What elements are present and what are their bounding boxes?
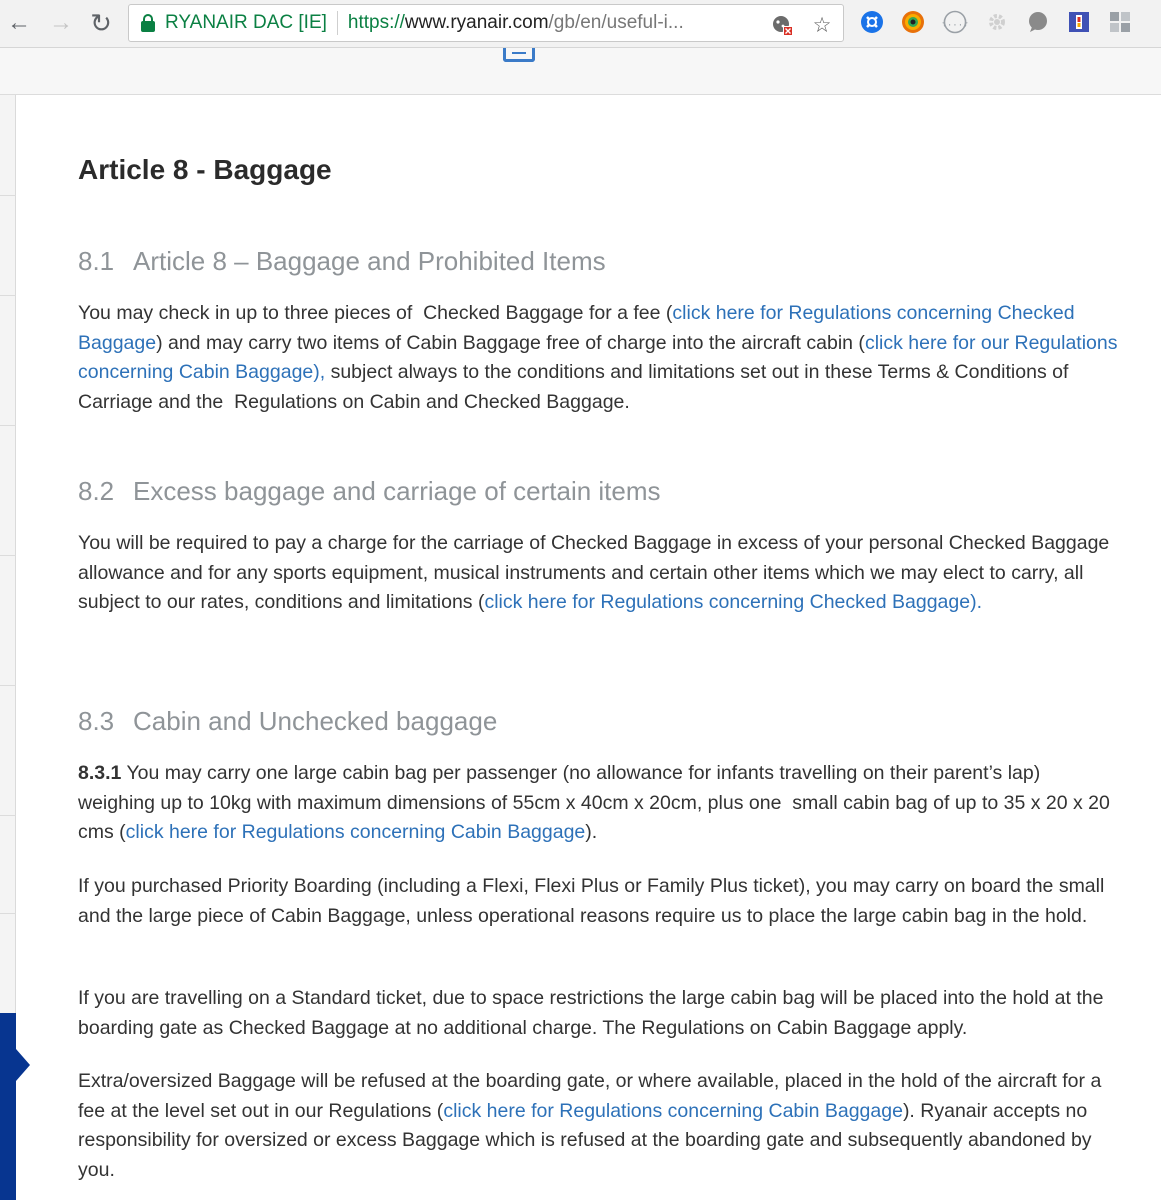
section-heading-text: Article 8 – Baggage and Prohibited Items	[133, 246, 606, 276]
paragraph-text: You may carry one large cabin bag per passenger (no allowance for infants travelling on their parent’s lap) weighing up to 10kg with maximum dimensions of 55cm x 40cm x 20cm, plus one small cabin bag of up to 35 x 20 x 20 cms (	[78, 762, 1110, 844]
paragraph-text: Extra/oversized Baggage will be refused at the boarding gate, or where available, placed in the hold of the aircraft for a fee at the level set out in our Regulations (	[78, 1070, 1102, 1122]
paragraph-priority-boarding: If you purchased Priority Boarding (including a Flexi, Flexi Plus or Family Plus ticket), you may carry on board the small and the large piece of Cabin Baggage, unless operational reasons require us to place the large cabin bag in the hold.	[78, 875, 1105, 927]
address-bar[interactable]	[128, 4, 844, 42]
paragraph-text: ). Ryanair accepts no responsibility for oversized or excess Baggage which is refused at the boarding gate and subsequently abandoned by you.	[78, 1099, 1092, 1181]
rail-divider	[0, 195, 16, 196]
cabin-baggage-regulations-link[interactable]: click here for Regulations concerning Cabin Baggage	[443, 1099, 903, 1122]
section-heading-text: Cabin and Unchecked baggage	[133, 706, 498, 736]
extension-chat-bubble-icon[interactable]	[1026, 10, 1050, 34]
address-url	[348, 12, 684, 34]
rail-active-item[interactable]	[0, 1013, 16, 1200]
back-arrow-icon[interactable]: ←	[7, 9, 31, 36]
extension-eye-icon[interactable]	[901, 10, 925, 34]
left-nav-rail	[0, 95, 16, 1200]
svg-text:{...}: {...}	[941, 18, 969, 29]
extension-blue-icon[interactable]	[860, 10, 884, 34]
paragraph-8-2	[78, 529, 1118, 618]
rail-divider	[0, 425, 16, 426]
rail-divider	[0, 913, 16, 914]
extension-flag-icon[interactable]	[1067, 10, 1091, 34]
cabin-baggage-regulations-link[interactable]: click here for our Regulations concerning Cabin Baggage),	[78, 331, 1118, 384]
browser-toolbar	[0, 0, 1161, 48]
section-heading-8-2	[78, 476, 661, 507]
section-heading-text: Excess baggage and carriage of certain items	[133, 476, 661, 506]
section-number: 8.3	[78, 706, 115, 736]
paragraph-text: You will be required to pay a charge for the carriage of Checked Baggage in excess of your personal Checked Baggage allowance and for any sports equipment, musical instruments and certain other items which we may elect to carry, all subject to our rates, conditions and limitations (	[78, 532, 1110, 614]
forward-arrow-icon[interactable]: →	[49, 9, 73, 36]
paragraph-text: subject always to the conditions and limitations set out in these Terms & Conditions of Carriage and the Regulations on Cabin and Checked Baggage.	[78, 361, 1069, 413]
rail-divider	[0, 295, 16, 296]
url-scheme: https://	[347, 12, 405, 33]
rail-divider	[0, 555, 16, 556]
extension-json-icon[interactable]	[943, 10, 967, 34]
section-number: 8.1	[78, 246, 115, 276]
section-number: 8.2	[78, 476, 115, 506]
extension-gear-icon[interactable]	[985, 10, 1009, 34]
lock-icon	[141, 14, 155, 32]
clause-number: 8.3.1	[78, 762, 122, 784]
paragraph-oversized-baggage	[78, 1067, 1133, 1185]
site-origin-label: RYANAIR DAC [IE]	[165, 12, 327, 33]
rail-divider	[0, 815, 16, 816]
url-path: /gb/en/useful-i...	[548, 12, 684, 33]
paragraph-8-3-1	[78, 759, 1118, 848]
paragraph-text: ) and may carry two items of Cabin Baggage free of charge into the aircraft cabin (	[156, 331, 865, 354]
checked-baggage-regulations-link[interactable]: click here for Regulations concerning Checked Baggage).	[484, 591, 982, 614]
paragraph-8-1	[78, 299, 1138, 417]
cookie-blocked-icon[interactable]	[771, 14, 793, 36]
bookmark-star-icon[interactable]: ☆	[812, 13, 832, 37]
checked-baggage-regulations-link[interactable]: click here for Regulations concerning Checked Baggage	[78, 302, 1075, 354]
paragraph-text: ).	[585, 821, 598, 844]
cabin-baggage-regulations-link[interactable]: click here for Regulations concerning Cabin Baggage	[125, 821, 586, 844]
address-divider	[337, 11, 338, 35]
paragraph-text: You may check in up to three pieces of Checked Baggage for a fee (	[78, 302, 673, 324]
rail-divider	[0, 685, 16, 686]
section-heading-8-1	[78, 246, 606, 277]
extension-grid-icon[interactable]	[1108, 10, 1132, 34]
document-icon[interactable]	[503, 48, 535, 62]
section-heading-8-3	[78, 706, 497, 737]
article-title: Article 8 - Baggage	[78, 154, 332, 185]
rail-active-arrow-icon	[16, 1049, 30, 1081]
reload-icon[interactable]: ↻	[90, 8, 112, 38]
site-header-strip	[0, 48, 1161, 95]
url-host: www.ryanair.com	[404, 12, 549, 33]
paragraph-standard-ticket: If you are travelling on a Standard ticket, due to space restrictions the large cabin bag will be placed into the hold at the boarding gate as Checked Baggage at no additional charge. The Regulations on Cabin Baggage apply.	[78, 987, 1104, 1039]
